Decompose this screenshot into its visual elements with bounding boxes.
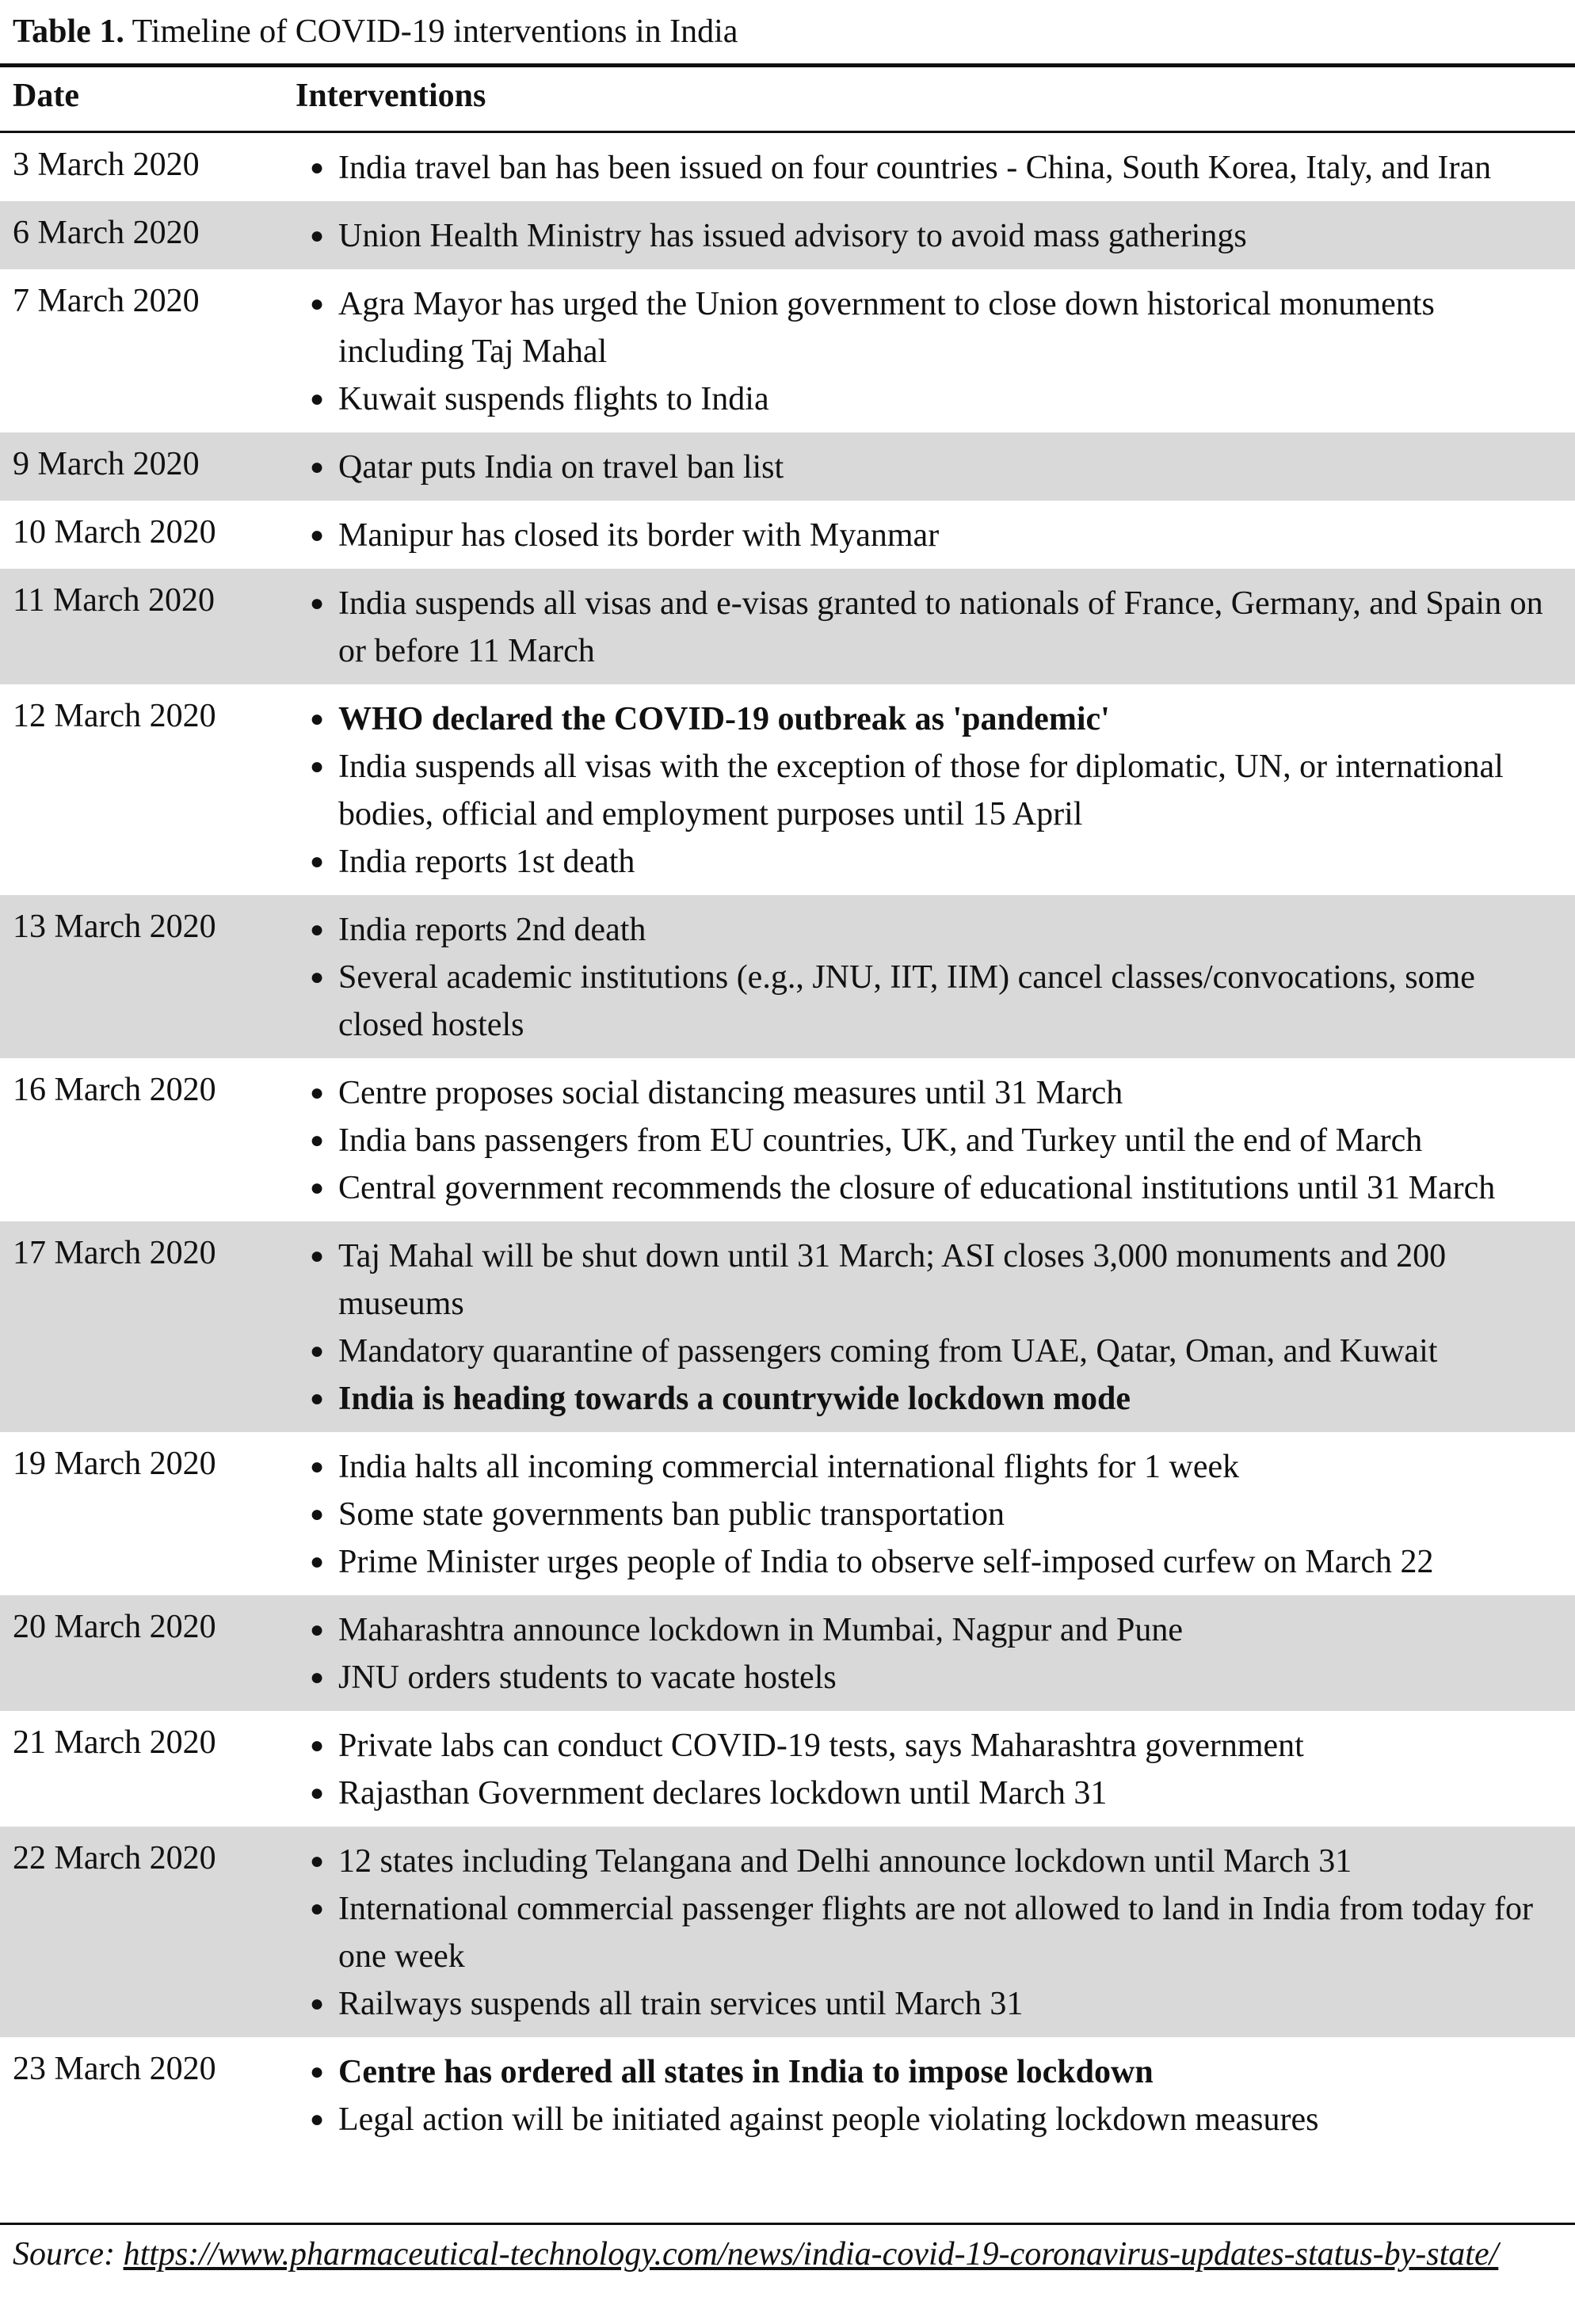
intervention-list: [310, 695, 1559, 886]
column-header-interventions: Interventions: [296, 78, 486, 114]
intervention-item: ● Centre has ordered all states in India to impose lockdown: [310, 2048, 1559, 2096]
intervention-item: ● Legal action will be initiated against people violating lockdown measures: [310, 2096, 1559, 2143]
row-date: 23 March 2020: [13, 2051, 216, 2087]
intervention-list: [310, 512, 1559, 559]
table-row: [0, 1711, 1575, 1827]
intervention-list: [310, 1069, 1559, 1212]
intervention-item: ● Private labs can conduct COVID-19 tests, says Maharashtra government: [310, 1722, 1559, 1770]
intervention-item: ● JNU orders students to vacate hostels: [310, 1654, 1559, 1701]
intervention-item: ● India reports 1st death: [310, 838, 1559, 886]
row-date: 9 March 2020: [13, 446, 200, 482]
intervention-item: ● Maharashtra announce lockdown in Mumbai, Nagpur and Pune: [310, 1606, 1559, 1654]
row-date: 12 March 2020: [13, 698, 216, 734]
table-header: [0, 67, 1575, 131]
row-date: 19 March 2020: [13, 1446, 216, 1482]
intervention-item: ● India travel ban has been issued on four countries - China, South Korea, Italy, and Iran: [310, 144, 1559, 192]
row-date: 10 March 2020: [13, 514, 216, 551]
intervention-item: ● India suspends all visas with the exception of those for diplomatic, UN, or international bodies, official and employment purposes until 15 April: [310, 743, 1559, 838]
intervention-item: ● Agra Mayor has urged the Union government to close down historical monuments including Taj Mahal: [310, 280, 1559, 375]
table-row: [0, 1221, 1575, 1432]
row-date: 16 March 2020: [13, 1072, 216, 1108]
source-label: Source:: [13, 2236, 116, 2273]
intervention-item: ● Qatar puts India on travel ban list: [310, 444, 1559, 491]
table-row: [0, 2037, 1575, 2153]
intervention-item: ● WHO declared the COVID-19 outbreak as 'pandemic': [310, 695, 1559, 743]
table-row: [0, 1827, 1575, 2037]
intervention-list: [310, 1722, 1559, 1817]
row-date: 17 March 2020: [13, 1235, 216, 1271]
intervention-item: ● 12 states including Telangana and Delhi announce lockdown until March 31: [310, 1838, 1559, 1885]
intervention-item: ● Kuwait suspends flights to India: [310, 375, 1559, 423]
intervention-item: ● International commercial passenger flights are not allowed to land in India from today for one week: [310, 1885, 1559, 1980]
row-date: 11 March 2020: [13, 582, 215, 619]
table-row: [0, 501, 1575, 569]
row-date: 7 March 2020: [13, 283, 200, 319]
table-caption: [13, 11, 738, 52]
intervention-item: ● India halts all incoming commercial international flights for 1 week: [310, 1443, 1559, 1491]
row-date: 6 March 2020: [13, 215, 200, 251]
intervention-list: [310, 1443, 1559, 1586]
table-body: [0, 133, 1575, 2153]
intervention-list: [310, 212, 1559, 260]
column-header-date: Date: [13, 78, 79, 114]
row-date: 3 March 2020: [13, 147, 200, 183]
intervention-item: ● Some state governments ban public transportation: [310, 1491, 1559, 1538]
intervention-list: [310, 1232, 1559, 1423]
intervention-item: ● Union Health Ministry has issued advisory to avoid mass gatherings: [310, 212, 1559, 260]
intervention-item: ● Centre proposes social distancing measures until 31 March: [310, 1069, 1559, 1117]
row-date: 13 March 2020: [13, 909, 216, 945]
intervention-item: ● Mandatory quarantine of passengers coming from UAE, Qatar, Oman, and Kuwait: [310, 1328, 1559, 1375]
table-row: [0, 269, 1575, 432]
intervention-item: ● Railways suspends all train services until March 31: [310, 1980, 1559, 2028]
intervention-item: ● Manipur has closed its border with Myanmar: [310, 512, 1559, 559]
intervention-item: ● Prime Minister urges people of India to observe self-imposed curfew on March 22: [310, 1538, 1559, 1586]
table-row: [0, 432, 1575, 501]
intervention-list: [310, 144, 1559, 192]
table-row: [0, 201, 1575, 269]
intervention-item: ● Taj Mahal will be shut down until 31 March; ASI closes 3,000 monuments and 200 museums: [310, 1232, 1559, 1328]
intervention-list: [310, 2048, 1559, 2143]
intervention-list: [310, 280, 1559, 423]
table-row: [0, 1432, 1575, 1595]
table-source-note: [13, 2231, 1558, 2278]
table-caption-label: Table 1.: [13, 13, 124, 50]
intervention-item: ● Central government recommends the closure of educational institutions until 31 March: [310, 1164, 1559, 1212]
intervention-list: [310, 1838, 1559, 2028]
table-caption-title: Timeline of COVID-19 interventions in India: [132, 13, 738, 50]
intervention-item: ● India bans passengers from EU countries, UK, and Turkey until the end of March: [310, 1117, 1559, 1164]
intervention-list: [310, 444, 1559, 491]
intervention-list: [310, 906, 1559, 1049]
table-row: [0, 569, 1575, 684]
table-row: [0, 895, 1575, 1058]
intervention-list: [310, 580, 1559, 675]
table-row: [0, 133, 1575, 201]
intervention-list: [310, 1606, 1559, 1701]
row-date: 20 March 2020: [13, 1609, 216, 1645]
table-bottom-rule: [0, 2223, 1575, 2225]
intervention-item: ● Rajasthan Government declares lockdown until March 31: [310, 1770, 1559, 1817]
intervention-item: ● India reports 2nd death: [310, 906, 1559, 954]
intervention-item: ● India suspends all visas and e-visas granted to nationals of France, Germany, and Spain on or before 11 March: [310, 580, 1559, 675]
row-date: 22 March 2020: [13, 1840, 216, 1876]
row-date: 21 March 2020: [13, 1724, 216, 1761]
source-link[interactable]: https://www.pharmaceutical-technology.com/news/india-covid-19-coronavirus-updates-status-by-state/: [123, 2236, 1499, 2273]
table-row: [0, 684, 1575, 895]
intervention-item: ● India is heading towards a countrywide lockdown mode: [310, 1375, 1559, 1423]
table-row: [0, 1595, 1575, 1711]
table-row: [0, 1058, 1575, 1221]
intervention-item: ● Several academic institutions (e.g., JNU, IIT, IIM) cancel classes/convocations, some closed hostels: [310, 954, 1559, 1049]
